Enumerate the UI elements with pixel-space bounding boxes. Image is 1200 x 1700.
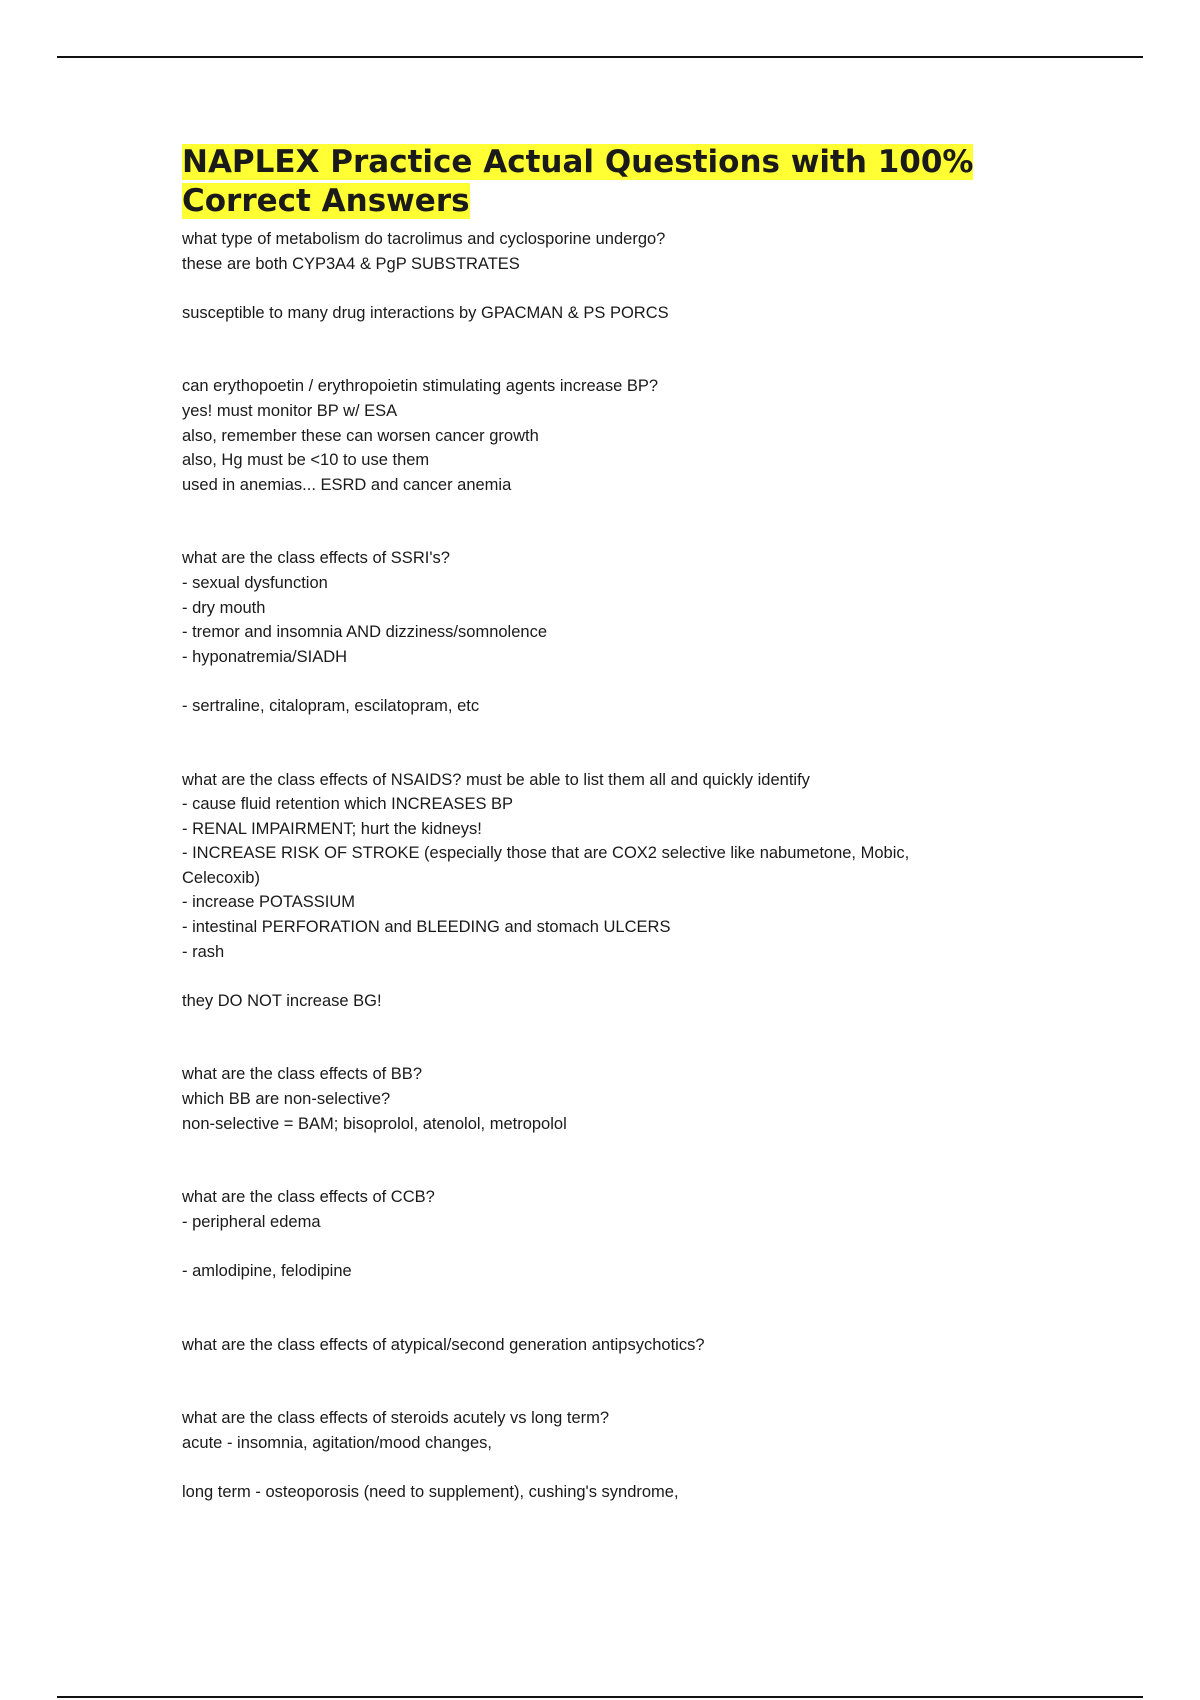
question-line: what type of metabolism do tacrolimus and cyclosporine undergo? bbox=[182, 230, 666, 248]
answer-line: - INCREASE RISK OF STROKE (especially those that are COX2 selective like nabumetone, Mobic, bbox=[182, 844, 910, 863]
answer-line: susceptible to many drug interactions by GPACMAN & PS PORCS bbox=[182, 303, 669, 322]
question-line: what are the class effects of BB? bbox=[182, 1065, 422, 1084]
qa-block-ssri bbox=[182, 546, 1042, 718]
answer-line: - increase POTASSIUM bbox=[182, 893, 355, 912]
answer-line: - amlodipine, felodipine bbox=[182, 1262, 352, 1280]
qa-block-steroids bbox=[182, 1406, 1042, 1504]
question-line: what are the class effects of NSAIDS? must be able to list them all and quickly identify bbox=[182, 770, 810, 789]
qa-block-beta-blockers bbox=[182, 1062, 1042, 1136]
answer-line: - dry mouth bbox=[182, 598, 266, 617]
blank-line bbox=[182, 964, 1042, 989]
question-line: what are the class effects of atypical/second generation antipsychotics? bbox=[182, 1335, 705, 1354]
footer-rule bbox=[57, 1696, 1143, 1698]
qa-block-erythropoietin bbox=[182, 374, 1042, 497]
answer-line: - peripheral edema bbox=[182, 1212, 321, 1231]
question-line: what are the class effects of SSRI's? bbox=[182, 549, 450, 568]
answer-line: - RENAL IMPAIRMENT; hurt the kidneys! bbox=[182, 819, 482, 838]
header-rule bbox=[57, 56, 1143, 58]
qa-block-antipsychotics bbox=[182, 1333, 1042, 1358]
qa-block-tacrolimus bbox=[182, 227, 1042, 325]
answer-line: Celecoxib) bbox=[182, 868, 260, 887]
qa-block-ccb bbox=[182, 1185, 1042, 1283]
blank-line bbox=[182, 1234, 1042, 1259]
answer-line: yes! must monitor BP w/ ESA bbox=[182, 401, 398, 420]
answer-line: - hyponatremia/SIADH bbox=[182, 647, 348, 666]
qa-block-nsaids bbox=[182, 768, 1042, 1014]
title-line-2: Correct Answers bbox=[182, 183, 470, 219]
blank-line bbox=[182, 669, 1042, 694]
title-line-1: NAPLEX Practice Actual Questions with 100% bbox=[182, 144, 974, 180]
blank-line bbox=[182, 276, 1042, 301]
answer-line: also, Hg must be <10 to use them bbox=[182, 451, 430, 470]
question-line: what are the class effects of steroids acutely vs long term? bbox=[182, 1409, 610, 1428]
document-title bbox=[182, 143, 1042, 221]
answer-line: - tremor and insomnia AND dizziness/somnolence bbox=[182, 623, 547, 642]
document-body bbox=[182, 143, 1042, 1505]
answer-line: - sertraline, citalopram, escilatopram, etc bbox=[182, 696, 480, 715]
question-line: can erythopoetin / erythropoietin stimulating agents increase BP? bbox=[182, 377, 659, 396]
answer-line: also, remember these can worsen cancer growth bbox=[182, 426, 539, 445]
blank-line bbox=[182, 1455, 1042, 1480]
answer-line: these are both CYP3A4 & PgP SUBSTRATES bbox=[182, 254, 520, 273]
answer-line: - rash bbox=[182, 942, 225, 961]
answer-line: long term - osteoporosis (need to supplement), cushing's syndrome, bbox=[182, 1482, 679, 1501]
answer-line: non-selective = BAM; bisoprolol, atenolol, metropolol bbox=[182, 1114, 567, 1133]
question-line: which BB are non-selective? bbox=[182, 1090, 391, 1109]
answer-line: - cause fluid retention which INCREASES BP bbox=[182, 795, 514, 814]
answer-line: they DO NOT increase BG! bbox=[182, 991, 382, 1010]
answer-line: - intestinal PERFORATION and BLEEDING and stomach ULCERS bbox=[182, 918, 671, 937]
answer-line: - sexual dysfunction bbox=[182, 573, 328, 592]
answer-line: acute - insomnia, agitation/mood changes, bbox=[182, 1433, 493, 1452]
question-line: what are the class effects of CCB? bbox=[182, 1188, 435, 1207]
answer-line: used in anemias... ESRD and cancer anemia bbox=[182, 475, 512, 494]
